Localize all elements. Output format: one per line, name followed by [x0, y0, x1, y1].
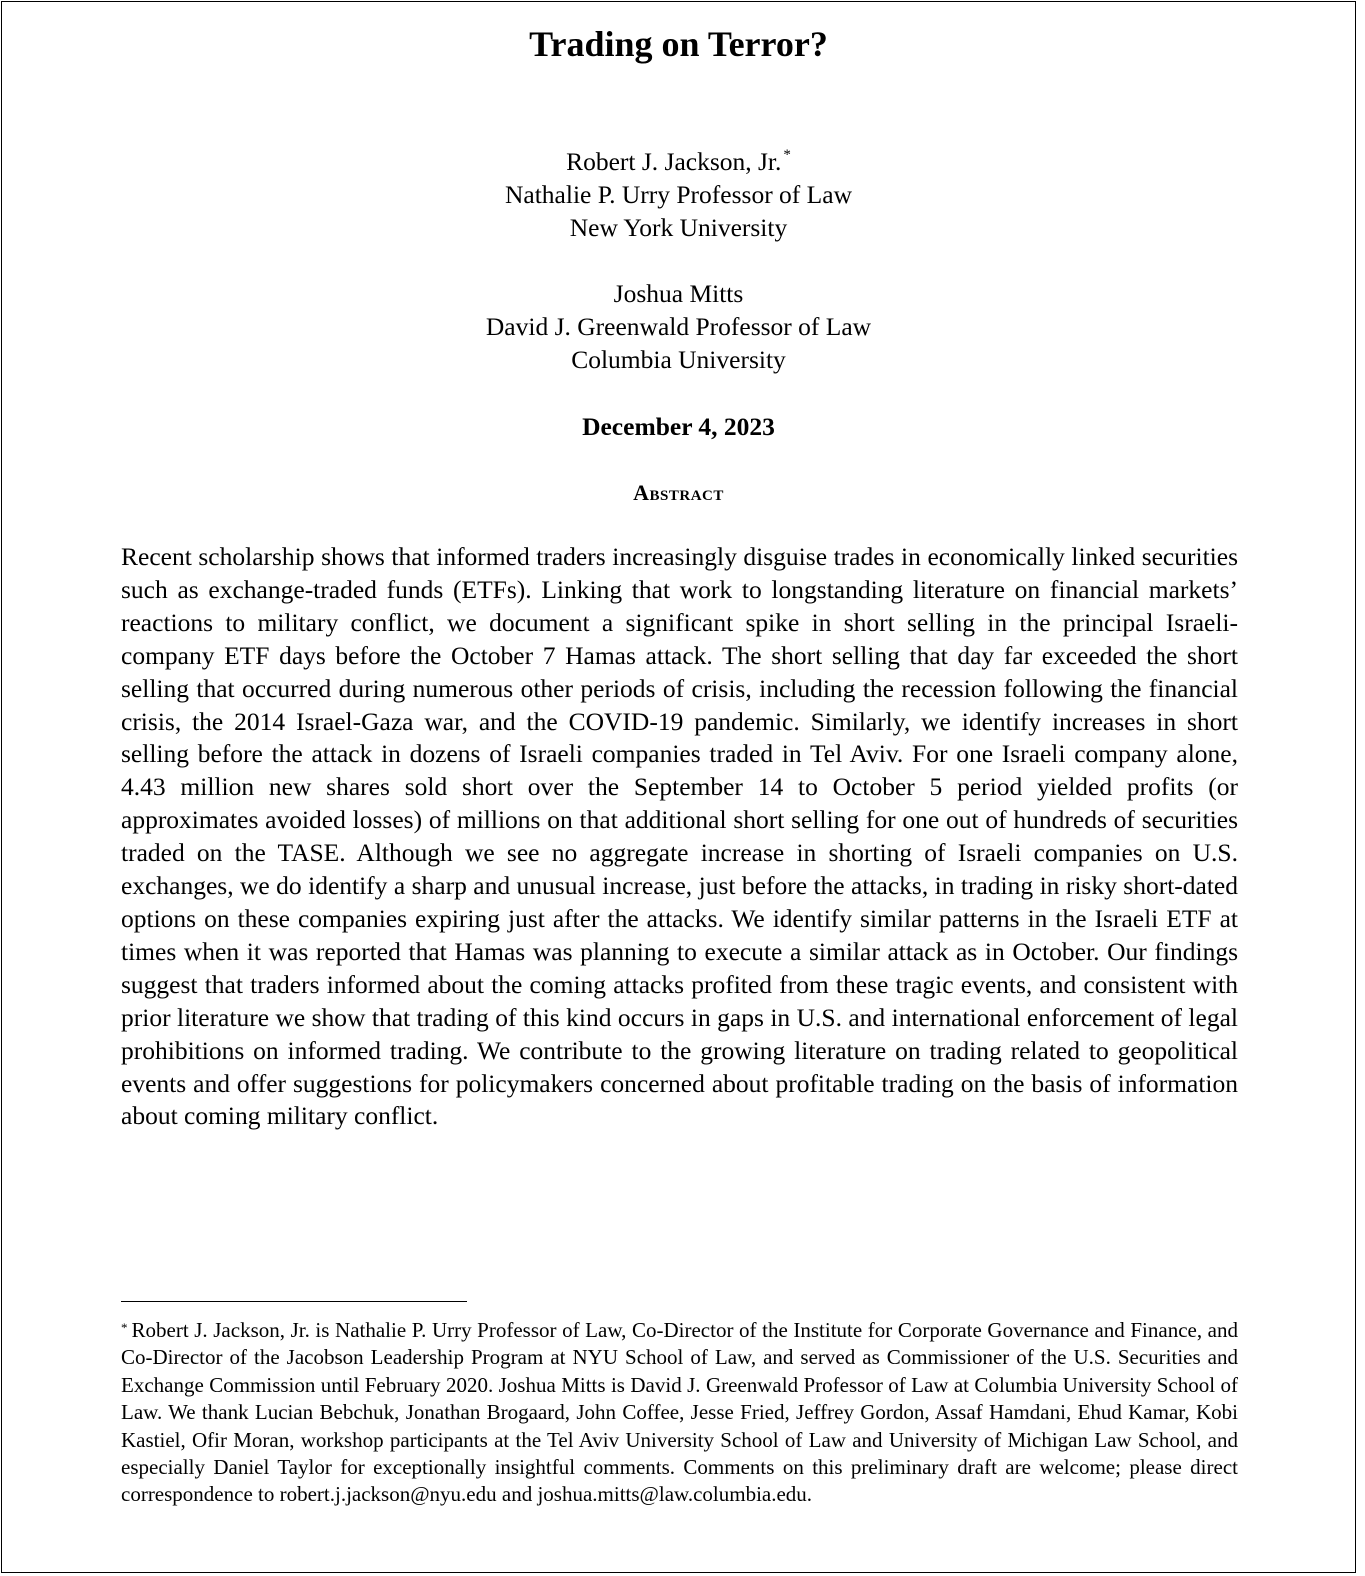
author-position: David J. Greenwald Professor of Law	[485, 312, 872, 341]
author-block-2	[2, 277, 1355, 376]
footnote	[121, 1317, 1238, 1509]
footnote-divider	[121, 1301, 467, 1302]
author-name-line	[2, 145, 1355, 178]
author-name: Joshua Mitts	[613, 279, 744, 308]
author-block-1	[2, 145, 1355, 244]
author-institution: New York University	[569, 213, 788, 242]
abstract-heading: Abstract	[633, 480, 724, 505]
footnote-marker: *	[121, 1320, 128, 1335]
footnote-text: Robert J. Jackson, Jr. is Nathalie P. Urry Professor of Law, Co-Director of the Institute for Corporate Governance and Finance, and Co-Director of the Jacobson Leadership Program at NYU School of Law, and served as Commissioner of the U.S. Securities and Exchange Commission until February 2020. Joshua Mitts is David J. Greenwald Professor of Law at Columbia University School of Law. We thank Lucian Bebchuk, Jonathan Brogaard, John Coffee, Jesse Fried, Jeffrey Gordon, Assaf Hamdani, Ehud Kamar, Kobi Kastiel, Ofir Moran, workshop participants at the Tel Aviv University School of Law and University of Michigan Law School, and especially Daniel Taylor for exceptionally insightful comments. Comments on this preliminary draft are welcome; please direct correspondence to robert.j.jackson@nyu.edu and joshua.mitts@law.columbia.edu.	[121, 1318, 1238, 1507]
author-position: Nathalie P. Urry Professor of Law	[504, 180, 852, 209]
paper-date: December 4, 2023	[582, 412, 775, 441]
author-institution: Columbia University	[571, 345, 786, 374]
footnote-marker-link[interactable]: *	[783, 147, 791, 163]
abstract-text: Recent scholarship shows that informed traders increasingly disguise trades in economically linked securities such as exchange-traded funds (ETFs). Linking that work to longstanding literature on financial markets’ reactions to military conflict, we document a significant spike in short selling in the principal Israeli-company ETF days before the October 7 Hamas attack. The short selling that day far exceeded the short selling that occurred during numerous other periods of crisis, including the recession following the financial crisis, the 2014 Israel-Gaza war, and the COVID-19 pandemic. Similarly, we identify increases in short selling before the attack in dozens of Israeli companies traded in Tel Aviv. For one Israeli company alone, 4.43 million new shares sold short over the September 14 to October 5 period yielded profits (or approximates avoided losses) of millions on that additional short selling for one out of hundreds of securities traded on the TASE. Although we see no aggregate increase in shorting of Israeli companies on U.S. exchanges, we do identify a sharp and unusual increase, just before the attacks, in trading in risky short-dated options on these companies expiring just after the attacks. We identify similar patterns in the Israeli ETF at times when it was reported that Hamas was planning to execute a similar attack as in October. Our findings suggest that traders informed about the coming attacks profited from these tragic events, and consistent with prior literature we show that trading of this kind occurs in gaps in U.S. and international enforcement of legal prohibitions on informed trading. We contribute to the growing literature on trading related to geopolitical events and offer suggestions for policymakers concerned about profitable trading on the basis of information about coming military conflict.	[121, 542, 1238, 1131]
paper-page	[1, 1, 1356, 1573]
paper-title: Trading on Terror?	[529, 24, 828, 64]
author-name: Robert J. Jackson, Jr.	[566, 147, 782, 176]
